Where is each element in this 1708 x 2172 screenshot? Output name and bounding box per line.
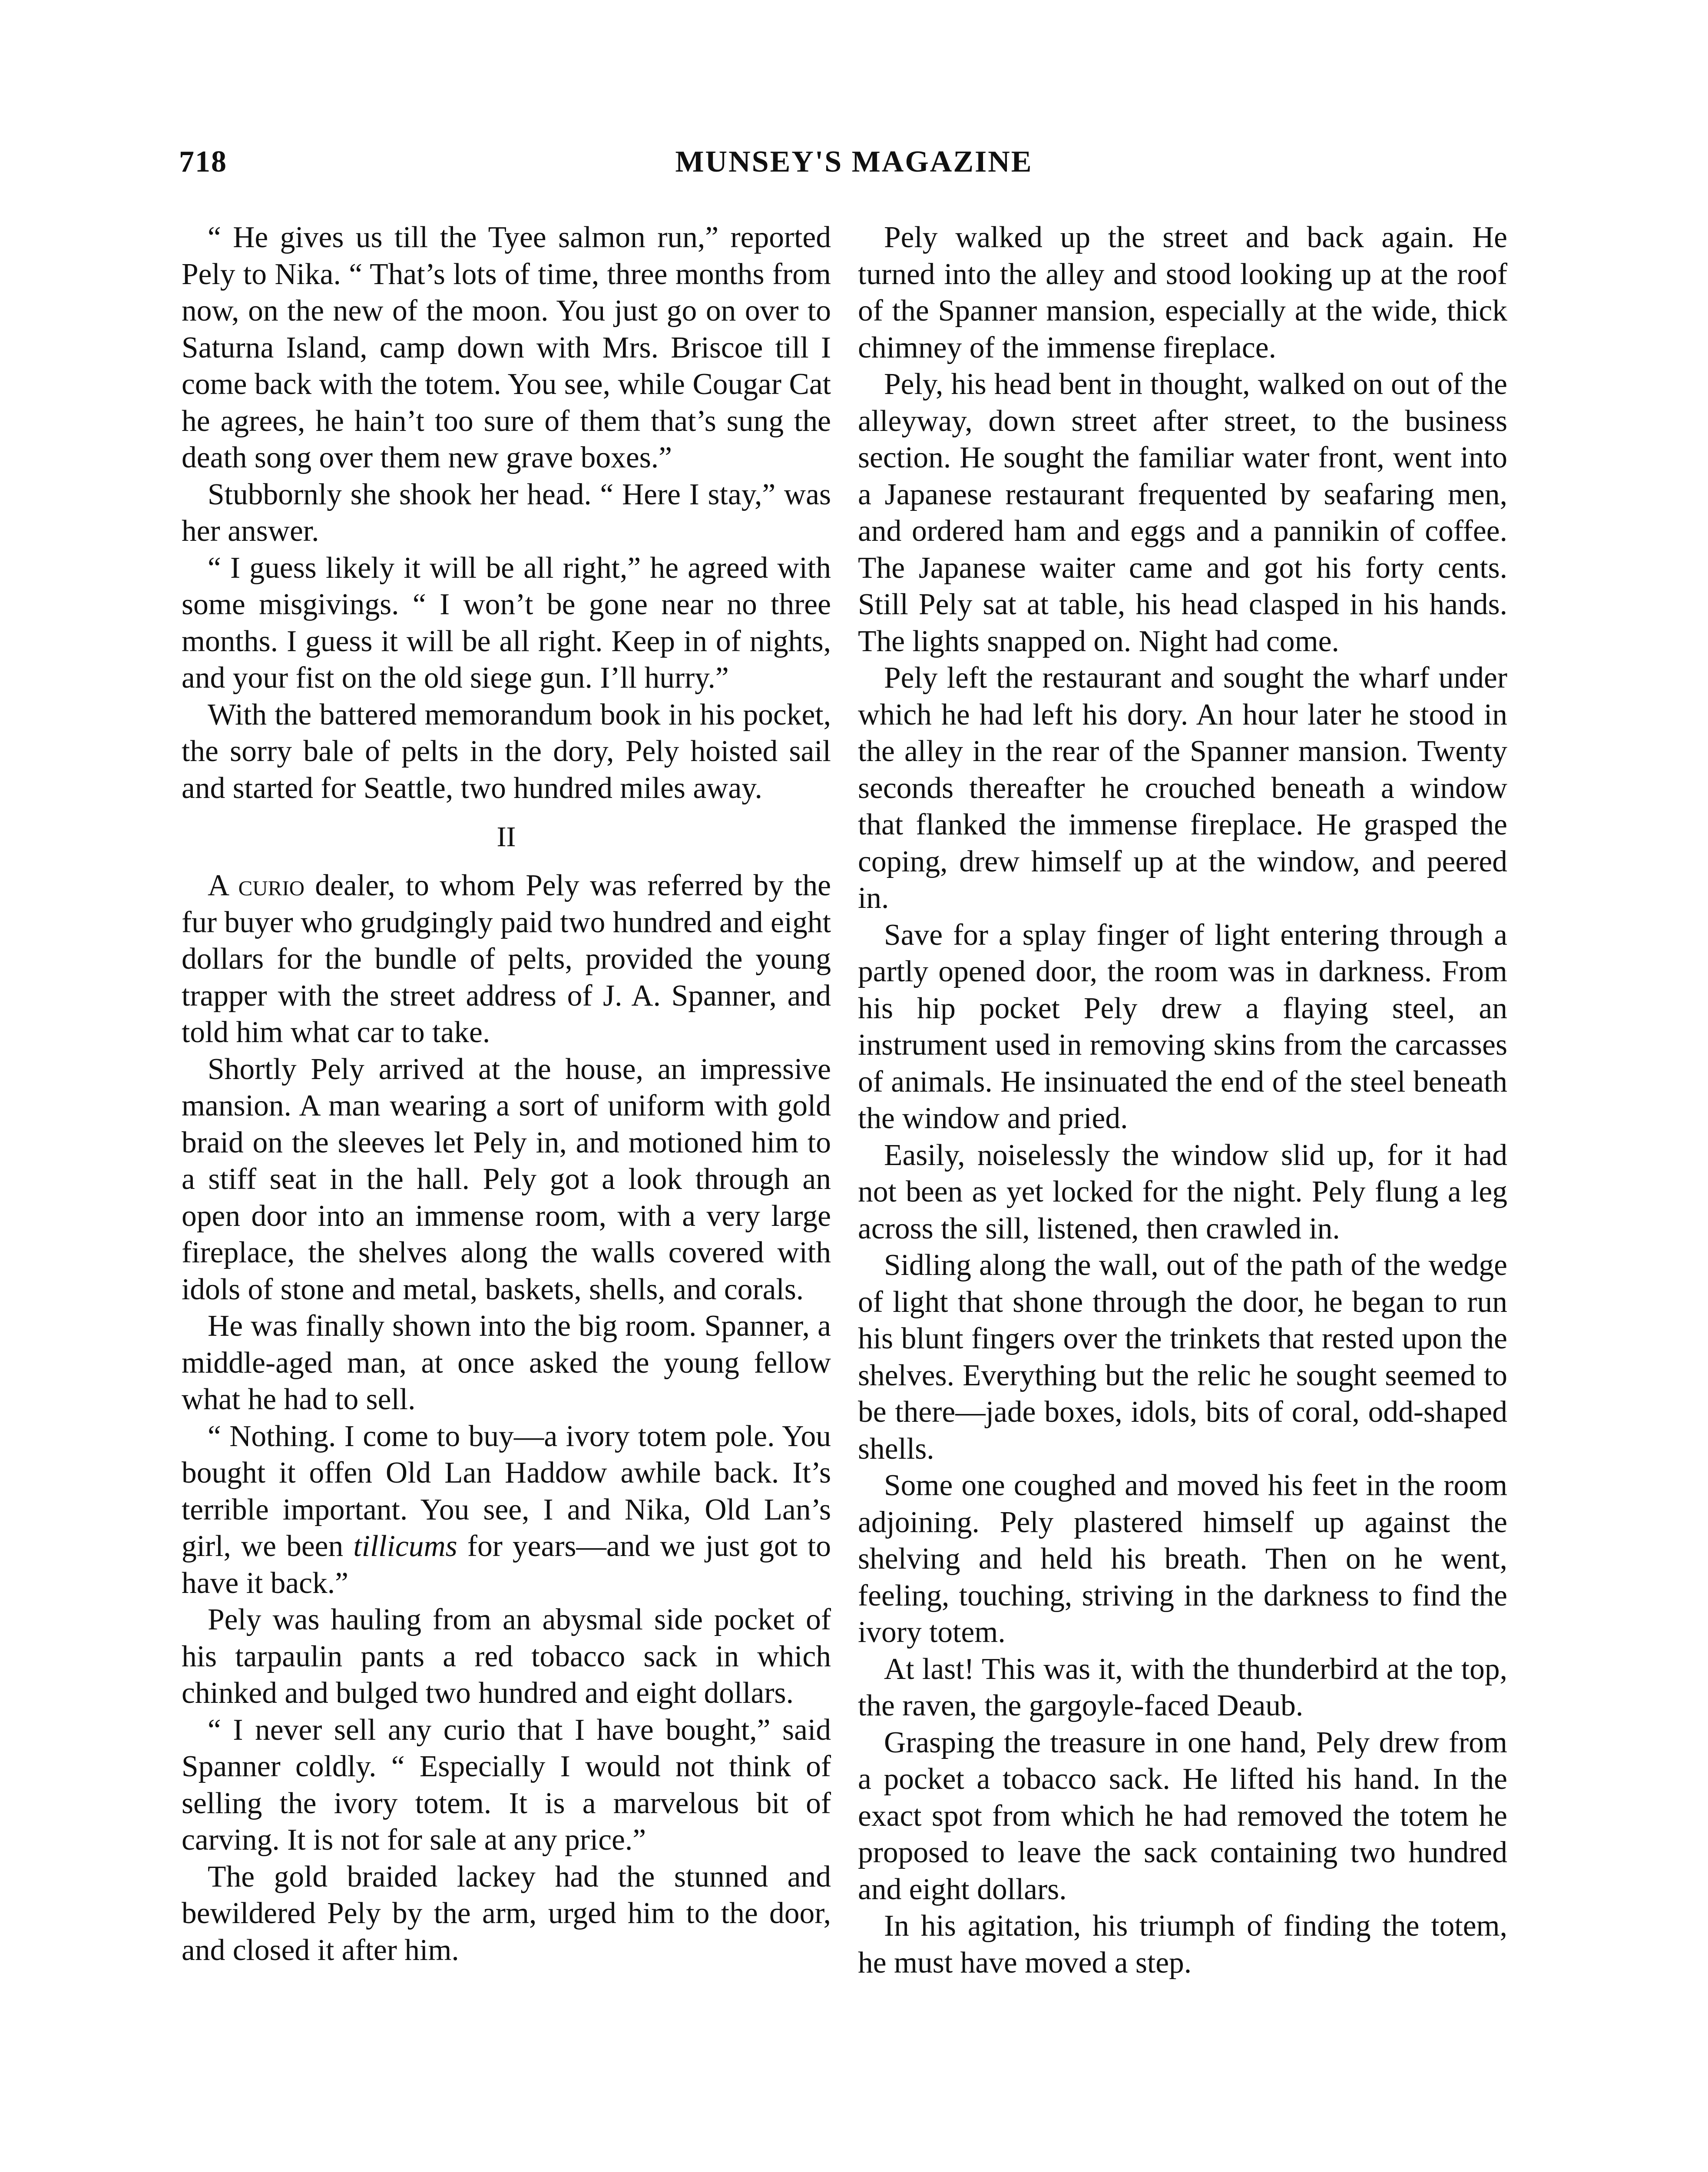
paragraph: In his agitation, his triumph of finding the totem, he must have moved a step.: [858, 1909, 1507, 1980]
paragraph: Save for a splay finger of light entering through a partly opened door, the room was in darkness. From his hip pocket Pely drew a flaying steel, an instrument used in removing skins from the carcasses of animals. He insinuated the end of the steel beneath the window and pried.: [858, 918, 1507, 1135]
paragraph: “ I guess likely it will be all right,” he agreed with some misgivings. “ I won’t be gone near no three months. I guess it will be all right. Keep in of nights, and your fist on the old siege gun. I’ll hurry.”: [182, 551, 831, 695]
paragraph: He was finally shown into the big room. Spanner, a middle-aged man, at once asked the young fellow what he had to sell.: [182, 1309, 831, 1416]
paragraph: Pely was hauling from an abysmal side pocket of his tarpaulin pants a red tobacco sack in which chinked and bulged two hundred and eight dollars.: [182, 1603, 831, 1710]
section-heading: II: [497, 821, 516, 853]
left-column: [182, 219, 831, 1969]
paragraph: “ I never sell any curio that I have bought,” said Spanner coldly. “ Especially I would not think of selling the ivory totem. It is a marvelous bit of carving. It is not for sale at any price.”: [182, 1713, 831, 1857]
paragraph: Pely walked up the street and back again. He turned into the alley and stood looking up at the roof of the Spanner mansion, especially at the wide, thick chimney of the immense fireplace.: [858, 221, 1507, 364]
paragraph: Easily, noiselessly the window slid up, for it had not been as yet locked for the night. Pely flung a leg across the sill, listened, then crawled in.: [858, 1138, 1507, 1245]
paragraph: Pely left the restaurant and sought the wharf under which he had left his dory. An hour later he stood in the alley in the rear of the Spanner mansion. Twenty seconds thereafter he crouched beneath a window that flanked the immense fireplace. He grasped the coping, drew himself up at the window, and peered in.: [858, 661, 1507, 915]
paragraph: [182, 867, 831, 1051]
paragraph-text: “ Nothing. I come to buy—a ivory totem pole. You bought it offen Old Lan Haddow awhile back. It’s terrible important. You see, I and Nika, Old Lan’s girl, we been: [182, 1419, 831, 1563]
paragraph: Some one coughed and moved his feet in the room adjoining. Pely plastered himself up against the shelving and held his breath. Then on he went, feeling, touching, striving in the darkness to find the ivory totem.: [858, 1469, 1507, 1649]
paragraph: Pely, his head bent in thought, walked on out of the alleyway, down street after street, to the business section. He sought the familiar water front, went into a Japanese restaurant frequented by seafaring men, and ordered ham and eggs and a pannikin of coffee. The Japanese waiter came and got his forty cents. Still Pely sat at table, his head clasped in his hands. The lights snapped on. Night had come.: [858, 368, 1507, 658]
paragraph: “ He gives us till the Tyee salmon run,” reported Pely to Nika. “ That’s lots of time, three months from now, on the new of the moon. You just go on over to Saturna Island, camp down with Mrs. Briscoe till I come back with the totem. You see, while Cougar Cat he agrees, he hain’t too sure of them that’s sung the death song over them new grave boxes.”: [182, 221, 831, 474]
paragraph: The gold braided lackey had the stunned and bewildered Pely by the arm, urged him to the door, and closed it after him.: [182, 1860, 831, 1967]
running-title: MUNSEY'S MAGAZINE: [675, 145, 1033, 179]
page-number: 718: [179, 145, 227, 179]
right-column: [858, 219, 1507, 1981]
paragraph-text: dealer, to whom Pely was referred by the fur buyer who grudgingly paid two hundred and eight dollars for the bundle of pelts, provided the young trapper with the street address of J. A. Spanner, and told him what car to take.: [182, 869, 831, 1049]
paragraph-text: for years—and we just got to have it back.”: [182, 1530, 831, 1600]
small-caps-opening: A curio: [208, 869, 305, 902]
paragraph: Shortly Pely arrived at the house, an impressive mansion. A man wearing a sort of uniform with gold braid on the sleeves let Pely in, and motioned him to a stiff seat in the hall. Pely got a look through an open door into an immense room, with a very large fireplace, the shelves along the walls covered with idols of stone and metal, baskets, shells, and corals.: [182, 1052, 831, 1306]
italic-word: tillicums: [353, 1530, 457, 1563]
paragraph: Grasping the treasure in one hand, Pely drew from a pocket a tobacco sack. He lifted his hand. In the exact spot from which he had removed the totem he proposed to leave the sack containing two hundred and eight dollars.: [858, 1725, 1507, 1906]
paragraph: Stubbornly she shook her head. “ Here I stay,” was her answer.: [182, 477, 831, 548]
paragraph: Sidling along the wall, out of the path of the wedge of light that shone through the door, he began to run his blunt fingers over the trinkets that rested upon the shelves. Everything but the relic he sought seemed to be there—jade boxes, idols, bits of coral, odd-shaped shells.: [858, 1248, 1507, 1466]
paragraph: At last! This was it, with the thunderbird at the top, the raven, the gargoyle-faced Deaub.: [858, 1652, 1507, 1722]
paragraph: [182, 1418, 831, 1602]
paragraph: With the battered memorandum book in his pocket, the sorry bale of pelts in the dory, Pely hoisted sail and started for Seattle, two hundred miles away.: [182, 698, 831, 805]
